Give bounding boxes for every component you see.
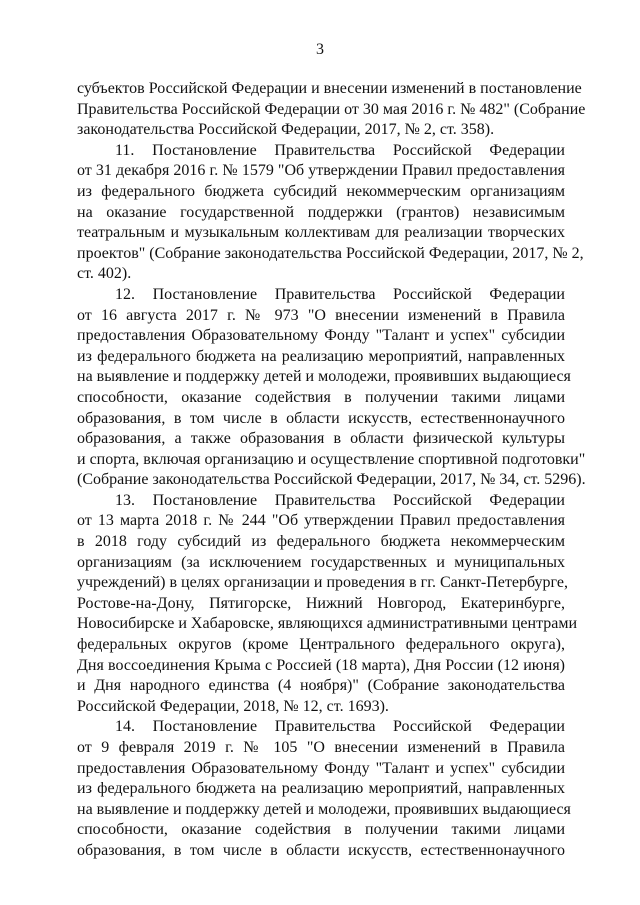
text-line: Правительства Российской Федерации от 30 мая 2016 г. № 482" (Собрание xyxy=(77,100,586,118)
text-line: учреждений) в целях организации и проведения в гг. Санкт-Петербурге, xyxy=(77,574,568,592)
text-line: 13. Постановление Правительства Российской Федерации xyxy=(115,491,565,509)
text-line: федеральных округов (кроме Центрального федерального округа), xyxy=(77,636,565,654)
text-line: Новосибирске и Хабаровске, являющихся административными центрами xyxy=(77,615,578,633)
text-line: на выявление и поддержку детей и молодежи, проявивших выдающиеся xyxy=(77,800,571,818)
text-line: Дня воссоединения Крыма с Россией (18 марта), Дня России (12 июня) xyxy=(77,656,565,674)
text-line: от 13 марта 2018 г. № 244 "Об утверждении Правил предоставления xyxy=(77,512,565,530)
text-line: от 9 февраля 2019 г. № 105 "О внесении изменений в Правила xyxy=(77,739,565,756)
text-line: из федерального бюджета субсидий некоммерческим организациям xyxy=(77,182,565,200)
text-line: ст. 402). xyxy=(77,265,132,283)
text-line: способности, оказание содействия в получении такими лицами xyxy=(77,821,565,839)
text-line: субъектов Российской Федерации и внесении изменений в постановление xyxy=(77,80,582,97)
text-line: образования, в том числе в области искусств, естественнонаучного xyxy=(77,409,565,427)
text-line: Ростове-на-Дону, Пятигорске, Нижний Новгород, Екатеринбурге, xyxy=(77,594,565,612)
text-line: предоставления Образовательному Фонду "Талант и успех" субсидии xyxy=(77,759,565,777)
text-line: образования, а также образования в области физической культуры xyxy=(77,430,565,448)
text-line: законодательства Российской Федерации, 2017, № 2, ст. 358). xyxy=(77,121,495,139)
text-line: способности, оказание содействия в получении такими лицами xyxy=(77,388,565,406)
text-line: 11. Постановление Правительства Российской Федерации xyxy=(115,141,565,159)
text-line: 14. Постановление Правительства Российской Федерации xyxy=(115,718,565,736)
text-line: (Собрание законодательства Российской Федерации, 2017, № 34, ст. 5296). xyxy=(77,471,586,489)
document-body xyxy=(77,79,586,862)
text-line: от 31 декабря 2016 г. № 1579 "Об утверждении Правил предоставления xyxy=(77,162,565,180)
text-line: Российской Федерации, 2018, № 12, ст. 1693). xyxy=(77,697,389,715)
text-line: на выявление и поддержку детей и молодежи, проявивших выдающиеся xyxy=(77,368,571,386)
text-line: из федерального бюджета на реализацию мероприятий, направленных xyxy=(77,347,565,365)
text-line: предоставления Образовательному Фонду "Талант и успех" субсидии xyxy=(77,327,565,345)
text-line: и спорта, включая организацию и осуществление спортивной подготовки" xyxy=(77,450,586,468)
text-line: организациям (за исключением государственных и муниципальных xyxy=(77,553,565,571)
text-line: на оказание государственной поддержки (грантов) независимым xyxy=(77,203,565,221)
text-line: проектов" (Собрание законодательства Российской Федерации, 2017, № 2, xyxy=(77,244,584,262)
text-line: образования, в том числе в области искусств, естественнонаучного xyxy=(77,841,565,859)
text-line: 12. Постановление Правительства Российской Федерации xyxy=(115,285,565,303)
text-line: театральным и музыкальным коллективам для реализации творческих xyxy=(77,224,565,242)
text-line: из федерального бюджета на реализацию мероприятий, направленных xyxy=(77,780,565,798)
text-line: в 2018 году субсидий из федерального бюджета некоммерческим xyxy=(77,533,565,551)
text-line: и Дня народного единства (4 ноября)" (Собрание законодательства xyxy=(77,677,565,695)
text-line: от 16 августа 2017 г. № 973 "О внесении изменений в Правила xyxy=(77,306,565,324)
page-number: 3 xyxy=(316,41,324,58)
